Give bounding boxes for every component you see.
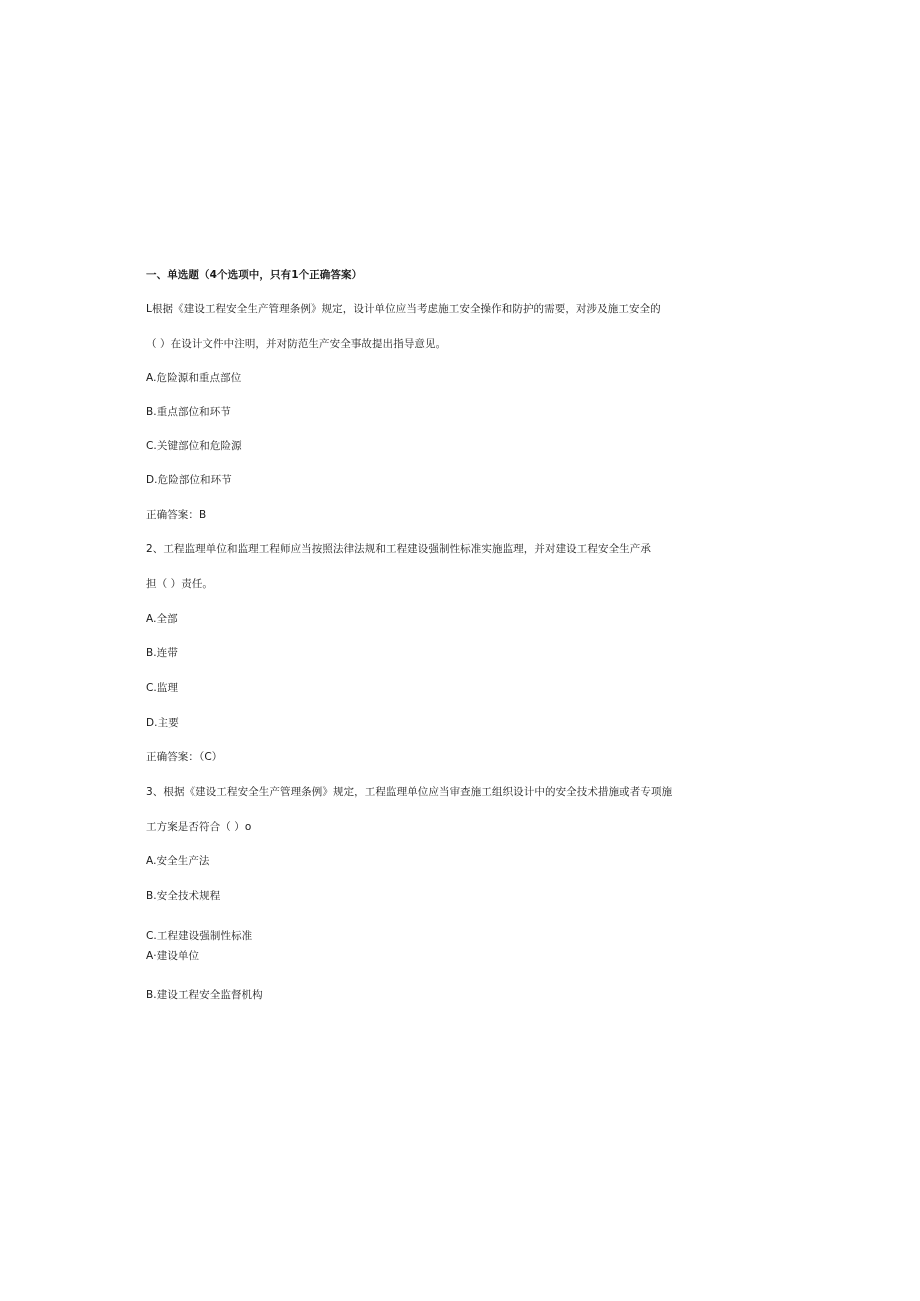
question-1-option-c: C.关键部位和危险源 [146, 440, 242, 452]
question-3-stem-line-1: 3、根据《建设工程安全生产管理条例》规定，工程监理单位应当审查施工组织设计中的安全技术措施或者专项施 [146, 786, 673, 798]
question-2-option-d: D.主要 [146, 717, 179, 729]
question-2-option-c: C.监理 [146, 682, 179, 694]
question-1-option-a: A.危险源和重点部位 [146, 372, 242, 384]
question-2-stem-line-1: 2、工程监理单位和监理工程师应当按照法律法规和工程建设强制性标准实施监理，并对建设工程安全生产承 [146, 543, 651, 555]
trailing-option-b: B.建设工程安全监督机构 [146, 989, 263, 1001]
question-3-option-a: A.安全生产法 [146, 855, 210, 867]
question-2-stem-line-2: 担（ ）责任。 [146, 578, 214, 590]
question-1-stem-line-2: （ ）在设计文件中注明，并对防范生产安全事故提出指导意见。 [146, 338, 447, 350]
question-3-stem-line-2: 工方案是否符合（ ）o [146, 821, 252, 833]
question-1-stem-line-1: L根据《建设工程安全生产管理条例》规定，设计单位应当考虑施工安全操作和防护的需要，对涉及施工安全的 [146, 303, 661, 315]
question-2-option-b: B.连带 [146, 647, 178, 659]
trailing-option-a: A·建设单位 [146, 950, 200, 962]
question-2-option-a: A.全部 [146, 613, 178, 625]
question-1-answer: 正确答案：B [146, 509, 207, 521]
question-1-option-b: B.重点部位和环节 [146, 406, 231, 418]
question-3-option-b: B.安全技术规程 [146, 890, 221, 902]
section-heading: 一、单选题（4个选项中，只有1个正确答案） [146, 269, 363, 281]
question-3-option-c: C.工程建设强制性标准 [146, 930, 253, 942]
question-2-answer: 正确答案：（C） [146, 751, 223, 763]
question-1-option-d: D.危险部位和环节 [146, 474, 232, 486]
